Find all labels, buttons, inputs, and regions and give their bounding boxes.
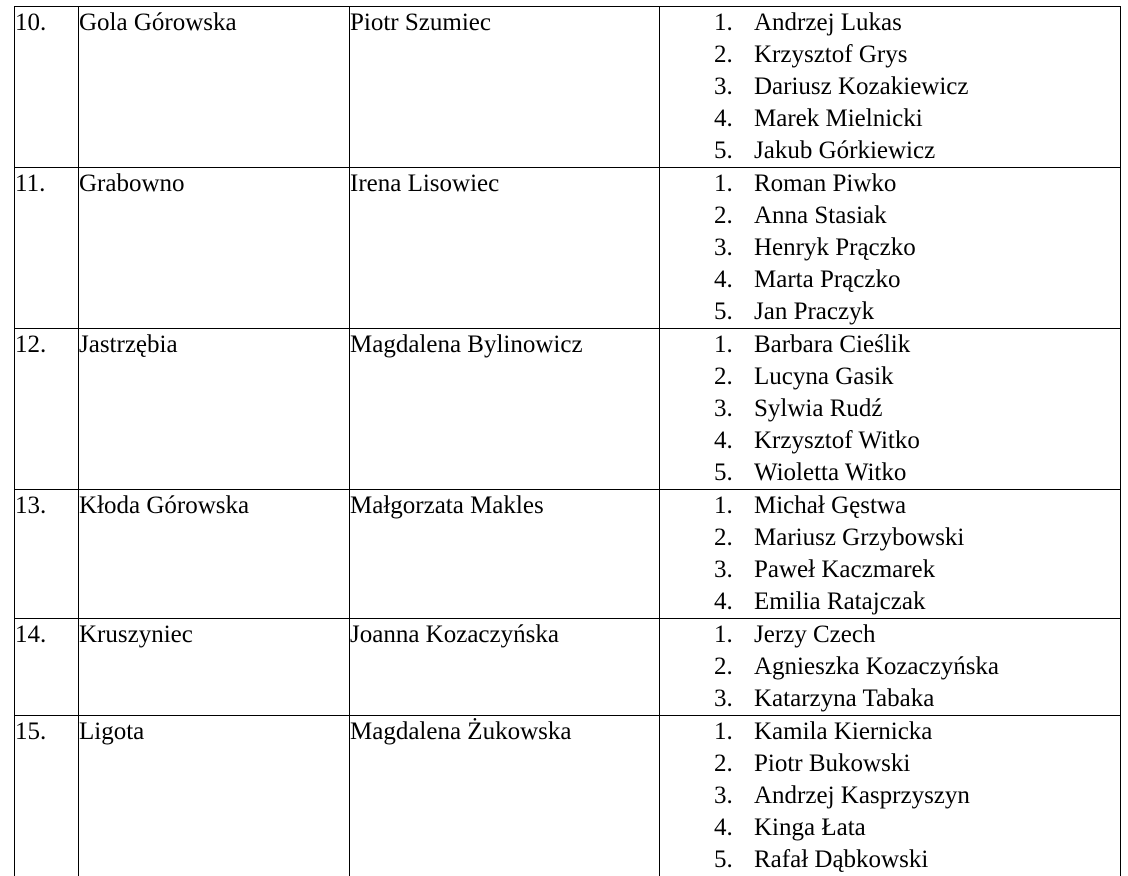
village-name: Gola Górowska bbox=[79, 7, 350, 168]
list-item-number: 3. bbox=[660, 683, 754, 715]
list-item bbox=[660, 490, 1120, 522]
member-name: Andrzej Kasprzyszyn bbox=[754, 780, 970, 812]
list-item-number: 1. bbox=[660, 716, 754, 748]
list-item bbox=[660, 716, 1120, 748]
list-item bbox=[660, 683, 1120, 715]
member-list bbox=[660, 619, 1120, 715]
list-item-number: 1. bbox=[660, 7, 754, 39]
member-name: Sylwia Rudź bbox=[754, 393, 882, 425]
list-item bbox=[660, 522, 1120, 554]
list-item-number: 5. bbox=[660, 296, 754, 328]
list-item-number: 4. bbox=[660, 425, 754, 457]
members-cell bbox=[660, 168, 1121, 329]
members-cell bbox=[660, 329, 1121, 490]
roster-table bbox=[14, 6, 1121, 876]
list-item bbox=[660, 554, 1120, 586]
members-cell bbox=[660, 716, 1121, 876]
list-item-number: 2. bbox=[660, 522, 754, 554]
table-row bbox=[15, 7, 1121, 168]
member-name: Agnieszka Kozaczyńska bbox=[754, 651, 999, 683]
village-name: Jastrzębia bbox=[79, 329, 350, 490]
member-name: Wioletta Witko bbox=[754, 457, 906, 489]
list-item-number: 1. bbox=[660, 619, 754, 651]
list-item-number: 5. bbox=[660, 135, 754, 167]
list-item bbox=[660, 329, 1120, 361]
list-item bbox=[660, 296, 1120, 328]
member-list bbox=[660, 168, 1120, 328]
members-cell bbox=[660, 619, 1121, 716]
member-list bbox=[660, 7, 1120, 167]
list-item-number: 4. bbox=[660, 812, 754, 844]
row-number: 13. bbox=[15, 490, 79, 619]
list-item bbox=[660, 425, 1120, 457]
member-name: Henryk Prączko bbox=[754, 232, 916, 264]
row-number: 10. bbox=[15, 7, 79, 168]
list-item bbox=[660, 264, 1120, 296]
list-item bbox=[660, 619, 1120, 651]
leader-name: Joanna Kozaczyńska bbox=[350, 619, 660, 716]
list-item bbox=[660, 361, 1120, 393]
list-item-number: 2. bbox=[660, 200, 754, 232]
member-name: Anna Stasiak bbox=[754, 200, 887, 232]
list-item bbox=[660, 103, 1120, 135]
leader-name: Magdalena Bylinowicz bbox=[350, 329, 660, 490]
list-item-number: 1. bbox=[660, 329, 754, 361]
list-item-number: 3. bbox=[660, 71, 754, 103]
list-item bbox=[660, 457, 1120, 489]
list-item-number: 4. bbox=[660, 103, 754, 135]
list-item bbox=[660, 844, 1120, 876]
list-item-number: 2. bbox=[660, 651, 754, 683]
members-cell bbox=[660, 490, 1121, 619]
leader-name: Irena Lisowiec bbox=[350, 168, 660, 329]
list-item-number: 5. bbox=[660, 844, 754, 876]
member-name: Marta Prączko bbox=[754, 264, 900, 296]
list-item-number: 3. bbox=[660, 554, 754, 586]
list-item-number: 1. bbox=[660, 168, 754, 200]
village-name: Kruszyniec bbox=[79, 619, 350, 716]
list-item-number: 2. bbox=[660, 361, 754, 393]
list-item-number: 2. bbox=[660, 748, 754, 780]
member-name: Emilia Ratajczak bbox=[754, 586, 925, 618]
member-name: Paweł Kaczmarek bbox=[754, 554, 935, 586]
list-item-number: 2. bbox=[660, 39, 754, 71]
member-name: Jerzy Czech bbox=[754, 619, 875, 651]
table-row bbox=[15, 329, 1121, 490]
member-name: Jakub Górkiewicz bbox=[754, 135, 935, 167]
list-item bbox=[660, 651, 1120, 683]
member-name: Roman Piwko bbox=[754, 168, 896, 200]
member-name: Marek Mielnicki bbox=[754, 103, 923, 135]
leader-name: Magdalena Żukowska bbox=[350, 716, 660, 876]
member-name: Kamila Kiernicka bbox=[754, 716, 932, 748]
member-name: Lucyna Gasik bbox=[754, 361, 894, 393]
member-name: Barbara Cieślik bbox=[754, 329, 910, 361]
list-item-number: 3. bbox=[660, 232, 754, 264]
member-name: Mariusz Grzybowski bbox=[754, 522, 964, 554]
list-item bbox=[660, 780, 1120, 812]
row-number: 12. bbox=[15, 329, 79, 490]
member-name: Dariusz Kozakiewicz bbox=[754, 71, 968, 103]
list-item bbox=[660, 135, 1120, 167]
list-item-number: 3. bbox=[660, 393, 754, 425]
members-cell bbox=[660, 7, 1121, 168]
list-item bbox=[660, 232, 1120, 264]
list-item bbox=[660, 748, 1120, 780]
leader-name: Małgorzata Makles bbox=[350, 490, 660, 619]
list-item bbox=[660, 71, 1120, 103]
list-item bbox=[660, 812, 1120, 844]
row-number: 14. bbox=[15, 619, 79, 716]
member-list bbox=[660, 490, 1120, 618]
member-name: Kinga Łata bbox=[754, 812, 866, 844]
member-list bbox=[660, 329, 1120, 489]
table-row bbox=[15, 716, 1121, 876]
village-name: Grabowno bbox=[79, 168, 350, 329]
list-item-number: 5. bbox=[660, 457, 754, 489]
list-item bbox=[660, 586, 1120, 618]
village-name: Kłoda Górowska bbox=[79, 490, 350, 619]
list-item bbox=[660, 168, 1120, 200]
row-number: 11. bbox=[15, 168, 79, 329]
row-number: 15. bbox=[15, 716, 79, 876]
list-item bbox=[660, 200, 1120, 232]
list-item bbox=[660, 7, 1120, 39]
list-item-number: 3. bbox=[660, 780, 754, 812]
table-row bbox=[15, 168, 1121, 329]
list-item-number: 1. bbox=[660, 490, 754, 522]
member-name: Katarzyna Tabaka bbox=[754, 683, 934, 715]
list-item bbox=[660, 393, 1120, 425]
roster-body bbox=[15, 7, 1121, 876]
member-name: Piotr Bukowski bbox=[754, 748, 910, 780]
member-name: Krzysztof Witko bbox=[754, 425, 920, 457]
member-name: Krzysztof Grys bbox=[754, 39, 907, 71]
member-name: Michał Gęstwa bbox=[754, 490, 906, 522]
member-list bbox=[660, 716, 1120, 876]
list-item-number: 4. bbox=[660, 586, 754, 618]
member-name: Rafał Dąbkowski bbox=[754, 844, 928, 876]
list-item bbox=[660, 39, 1120, 71]
list-item-number: 4. bbox=[660, 264, 754, 296]
leader-name: Piotr Szumiec bbox=[350, 7, 660, 168]
village-name: Ligota bbox=[79, 716, 350, 876]
table-row bbox=[15, 490, 1121, 619]
table-row bbox=[15, 619, 1121, 716]
member-name: Jan Praczyk bbox=[754, 296, 874, 328]
member-name: Andrzej Lukas bbox=[754, 7, 902, 39]
